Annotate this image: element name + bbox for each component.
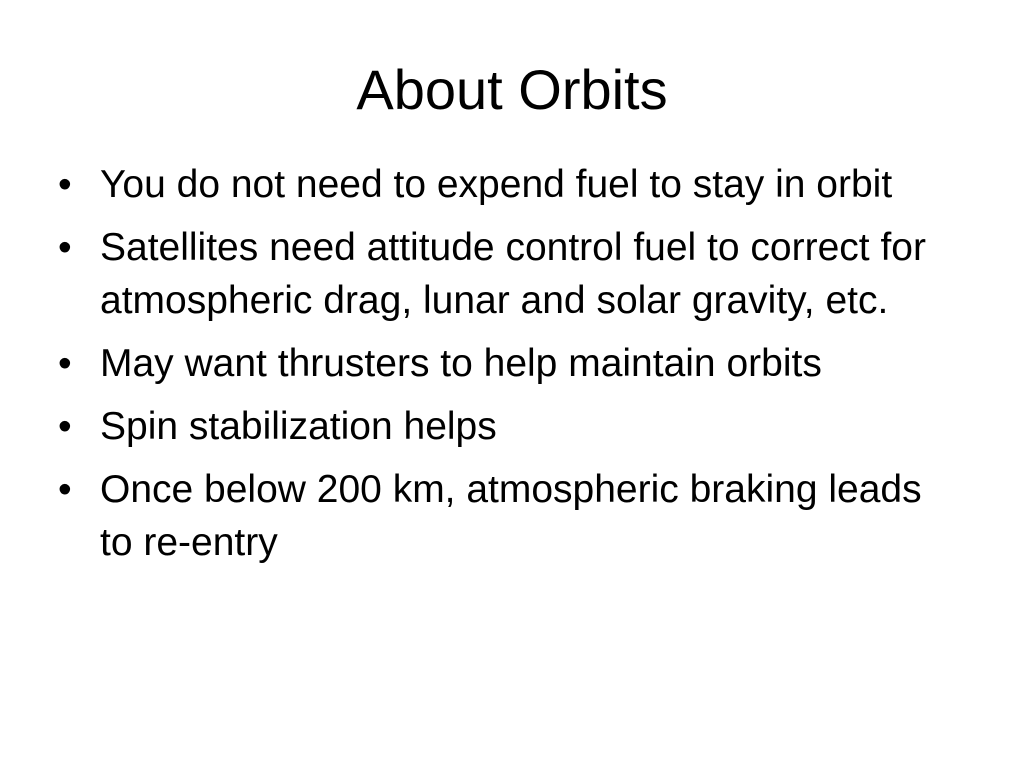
- list-item: [58, 337, 958, 390]
- list-item: [58, 158, 958, 211]
- list-item: [58, 221, 958, 327]
- list-item: [58, 400, 958, 453]
- bullet-text: Spin stabilization helps: [100, 405, 497, 448]
- list-item: [58, 463, 958, 569]
- bullet-icon: •: [58, 342, 72, 385]
- bullet-text: Satellites need attitude control fuel to correct for atmospheric drag, lunar and solar gravity, etc.: [100, 226, 926, 322]
- bullet-text: You do not need to expend fuel to stay in orbit: [100, 163, 893, 206]
- bullet-icon: •: [58, 405, 72, 448]
- slide-title: About Orbits: [356, 58, 668, 121]
- bullet-list: [58, 158, 958, 579]
- bullet-icon: •: [58, 468, 72, 511]
- bullet-icon: •: [58, 163, 72, 206]
- bullet-text: Once below 200 km, atmospheric braking leads to re-entry: [100, 468, 922, 564]
- bullet-text: May want thrusters to help maintain orbits: [100, 342, 822, 385]
- bullet-icon: •: [58, 226, 72, 269]
